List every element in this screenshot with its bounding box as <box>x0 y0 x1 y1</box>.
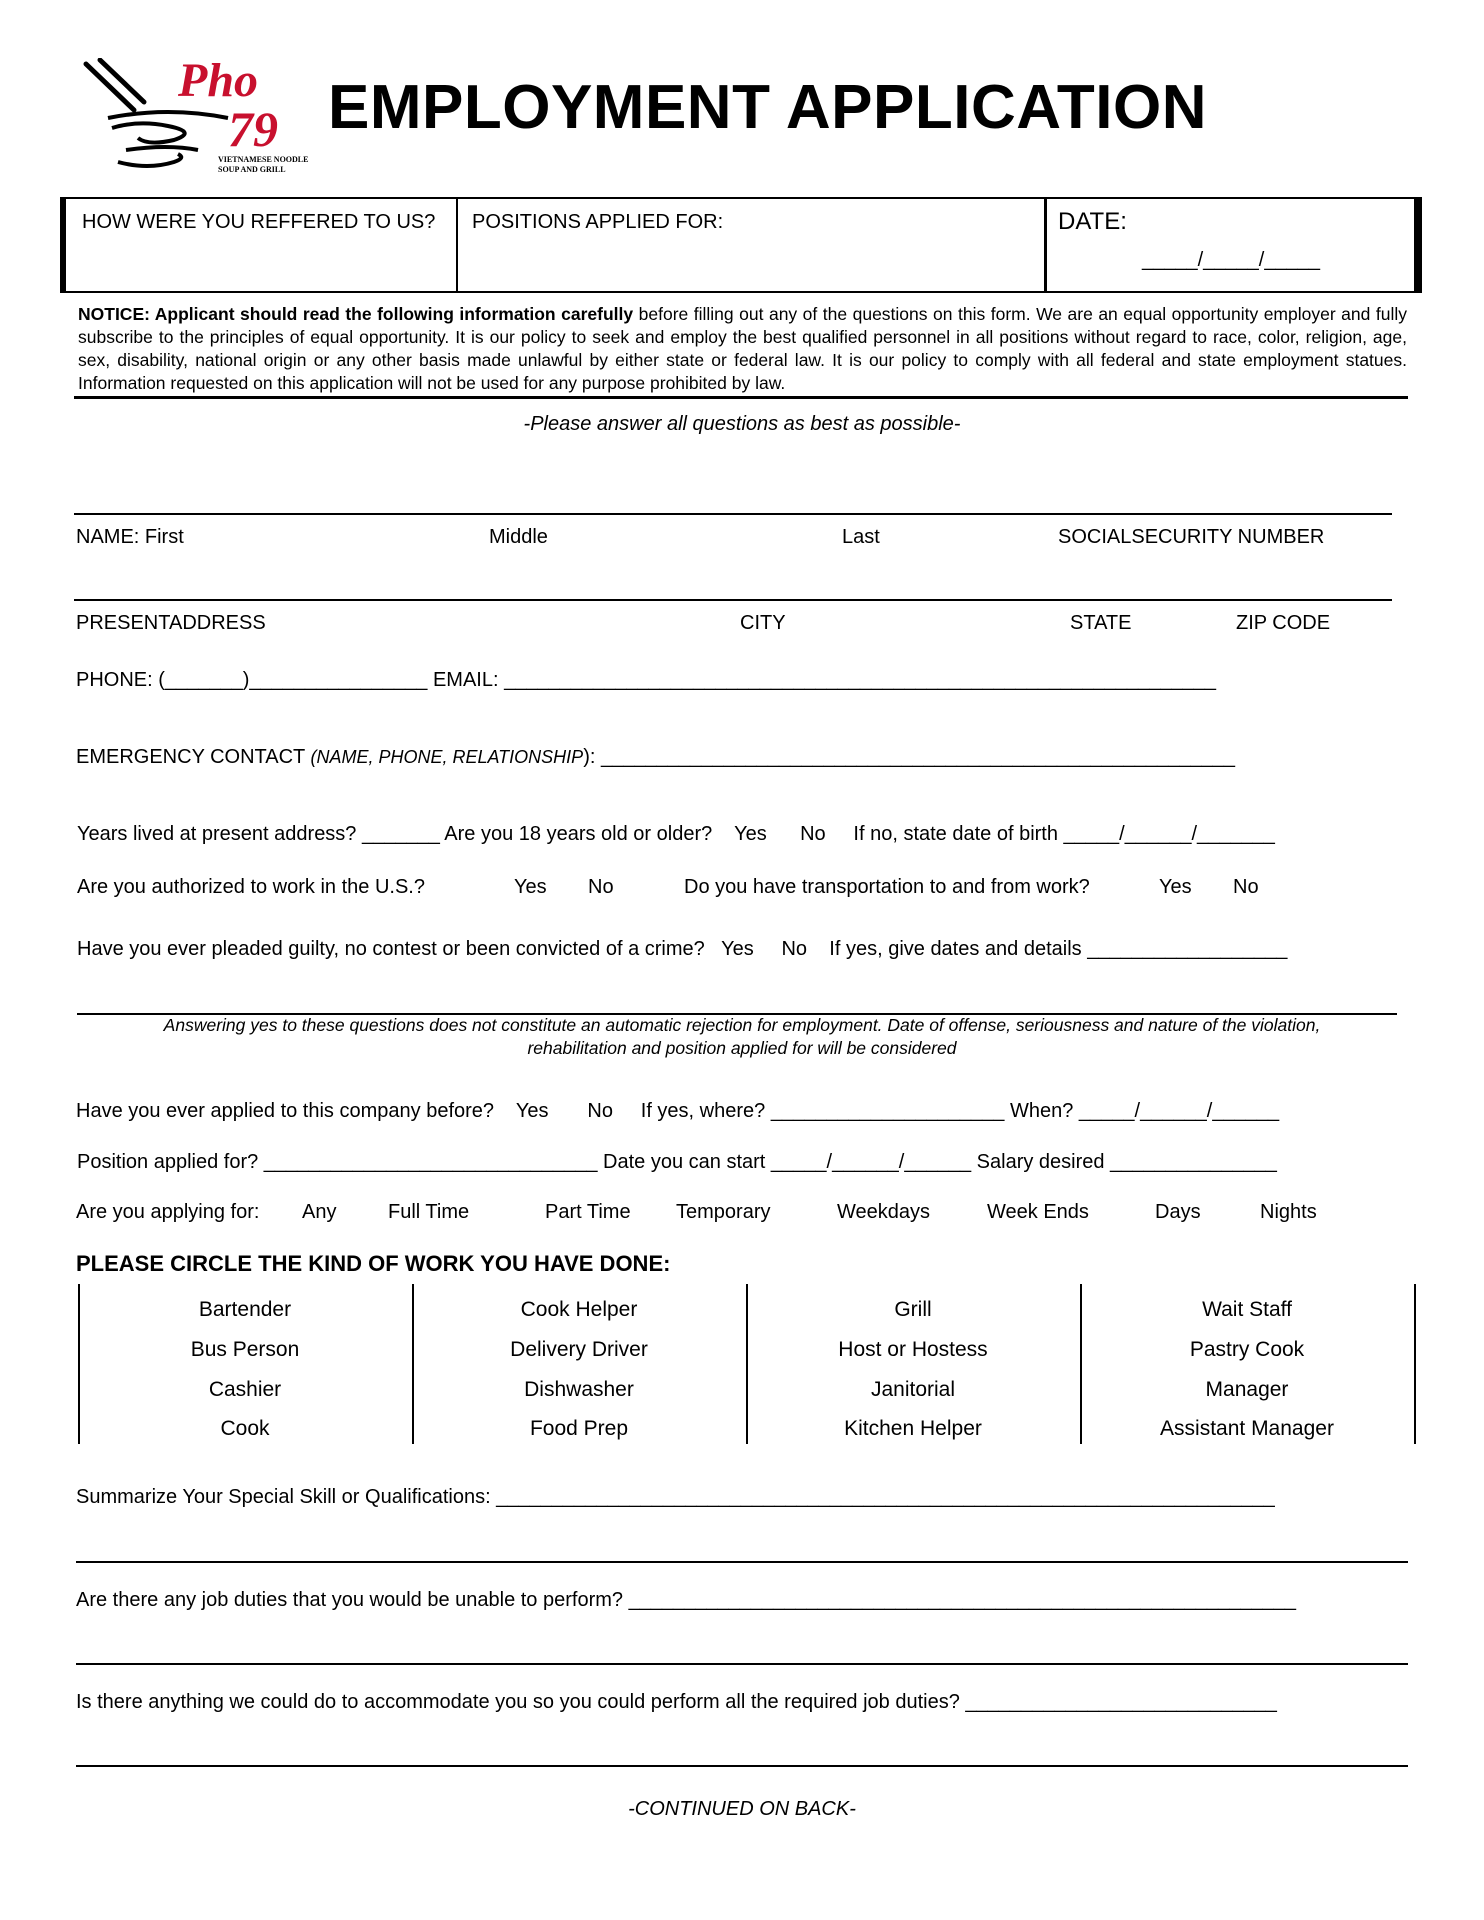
name-last-label: Last <box>842 526 880 548</box>
work-item[interactable]: Bartender <box>198 1298 292 1321</box>
applying-option-any[interactable]: Any <box>302 1201 337 1223</box>
name-line[interactable] <box>74 513 1392 515</box>
pho79-logo <box>78 58 318 178</box>
date-blank[interactable]: _____/_____/_____ <box>1142 249 1320 271</box>
work-item[interactable]: Cook Helper <box>520 1298 638 1321</box>
notice-bold: NOTICE: Applicant should read the following information carefully <box>78 304 634 324</box>
work-item[interactable]: Grill <box>894 1298 932 1321</box>
accommodate-answer-line[interactable] <box>76 1765 1408 1767</box>
position-salary-question[interactable]: Position applied for? ______________________________ Date you can start _____/______/______ Salary desired _______________ <box>77 1151 1277 1173</box>
transportation-question: Do you have transportation to and from work? <box>684 876 1090 898</box>
work-item[interactable]: Food Prep <box>529 1417 629 1440</box>
table-border-right <box>1414 199 1422 291</box>
unable-answer-line[interactable] <box>76 1663 1408 1665</box>
accommodate-question[interactable]: Is there anything we could do to accommodate you so you could perform all the required job duties? ____________________________ <box>76 1691 1277 1713</box>
applying-option-days[interactable]: Days <box>1155 1201 1201 1223</box>
tagline-1: VIETNAMESE NOODLE <box>218 155 309 164</box>
work-item[interactable]: Dishwasher <box>524 1378 634 1401</box>
brand-word: Pho <box>178 58 259 107</box>
brand-number: 79 <box>228 101 278 157</box>
header-table <box>60 197 1422 293</box>
work-item[interactable]: Cook <box>220 1417 270 1440</box>
work-heading: PLEASE CIRCLE THE KIND OF WORK YOU HAVE DONE: <box>76 1251 671 1276</box>
crime-note-1: Answering yes to these questions does not constitute an automatic rejection for employment. Date of offense, seriousness and nature of the violation, <box>163 1015 1321 1035</box>
address-line[interactable] <box>74 599 1392 601</box>
notice-underline <box>74 396 1408 399</box>
work-item[interactable]: Kitchen Helper <box>844 1417 982 1440</box>
applying-option-full-time[interactable]: Full Time <box>388 1201 470 1223</box>
emergency-blank[interactable]: ): _________________________________________________________ <box>583 746 1235 768</box>
crime-question[interactable]: Have you ever pleaded guilty, no contest or been convicted of a crime? Yes No If yes, give dates and details __________________ <box>77 938 1288 960</box>
notice-paragraph <box>78 303 1407 395</box>
authorized-no[interactable]: No <box>588 876 614 898</box>
work-item[interactable]: Pastry Cook <box>1189 1338 1305 1361</box>
applying-option-part-time[interactable]: Part Time <box>545 1201 631 1223</box>
chopsticks-icon <box>86 60 144 110</box>
name-first-label: NAME: First <box>76 526 184 548</box>
work-item[interactable]: Manager <box>1205 1378 1289 1401</box>
work-item[interactable]: Wait Staff <box>1202 1298 1292 1321</box>
authorized-question: Are you authorized to work in the U.S.? <box>77 876 425 898</box>
work-item[interactable]: Cashier <box>208 1378 282 1401</box>
table-divider <box>456 199 458 291</box>
work-item[interactable]: Host or Hostess <box>838 1338 988 1361</box>
applying-option-weekdays[interactable]: Weekdays <box>837 1201 931 1223</box>
state-label: STATE <box>1070 612 1132 634</box>
authorized-yes[interactable]: Yes <box>514 876 547 898</box>
please-answer-note: -Please answer all questions as best as possible- <box>523 413 961 435</box>
applying-for-label: Are you applying for: <box>76 1201 260 1223</box>
skills-answer-line[interactable] <box>76 1561 1408 1563</box>
notice-body: before filling out any of the questions on this form. We are an equal opportunity employer and fully subscribe to the principles of equal opportunity. It is our policy to seek and employ the best qualified personnel in all positions without regard to race, color, religion, age, sex, disability, national origin or any other basis made unlawful by either state or federal law. It is our policy to comply with all federal and state employment statues. Information requested on this application will not be used for any purpose prohibited by law. <box>78 304 1407 393</box>
grid-divider <box>1414 1284 1416 1444</box>
applying-option-temporary[interactable]: Temporary <box>676 1201 771 1223</box>
positions-field-label[interactable]: POSITIONS APPLIED FOR: <box>472 211 724 233</box>
city-label: CITY <box>740 612 786 634</box>
applying-option-nights[interactable]: Nights <box>1260 1201 1317 1223</box>
phone-email-field[interactable]: PHONE: (_______)________________ EMAIL: ________________________________________________________________ <box>76 669 1216 691</box>
applied-before-question[interactable]: Have you ever applied to this company before? Yes No If yes, where? _____________________ When? _____/______/______ <box>76 1100 1280 1122</box>
page-title: EMPLOYMENT APPLICATION <box>328 73 1207 142</box>
years-age-question[interactable]: Years lived at present address? _______ Are you 18 years old or older? Yes No If no, state date of birth _____/______/_______ <box>77 823 1275 845</box>
address-label: PRESENTADDRESS <box>76 612 266 634</box>
skills-question[interactable]: Summarize Your Special Skill or Qualifications: ______________________________________________________________________ <box>76 1486 1275 1508</box>
zip-label: ZIP CODE <box>1236 612 1331 634</box>
applying-option-week-ends[interactable]: Week Ends <box>987 1201 1089 1223</box>
work-item[interactable]: Assistant Manager <box>1160 1417 1334 1440</box>
table-border-left <box>60 199 66 291</box>
name-middle-label: Middle <box>489 526 548 548</box>
date-field-label[interactable]: DATE: <box>1058 208 1127 235</box>
crime-note-2: rehabilitation and position applied for will be considered <box>527 1038 957 1058</box>
transportation-yes[interactable]: Yes <box>1159 876 1192 898</box>
emergency-label: EMERGENCY CONTACT <box>76 746 311 768</box>
work-grid <box>78 1284 1416 1444</box>
unable-question[interactable]: Are there any job duties that you would be unable to perform? ____________________________________________________________ <box>76 1589 1296 1611</box>
ssn-label: SOCIALSECURITY NUMBER <box>1058 526 1325 548</box>
work-item[interactable]: Bus Person <box>190 1338 300 1361</box>
emergency-hint: (NAME, PHONE, RELATIONSHIP <box>310 747 584 767</box>
referred-field-label[interactable]: HOW WERE YOU REFFERED TO US? <box>82 211 436 233</box>
work-item[interactable]: Janitorial <box>870 1378 956 1401</box>
transportation-no[interactable]: No <box>1233 876 1259 898</box>
work-item[interactable]: Delivery Driver <box>510 1338 648 1361</box>
tagline-2: SOUP AND GRILL <box>218 165 286 174</box>
emergency-contact-field[interactable] <box>76 746 1235 769</box>
continued-on-back: -CONTINUED ON BACK- <box>628 1798 856 1820</box>
noodle-bowl-icon <box>108 112 228 166</box>
table-divider <box>1044 199 1047 291</box>
